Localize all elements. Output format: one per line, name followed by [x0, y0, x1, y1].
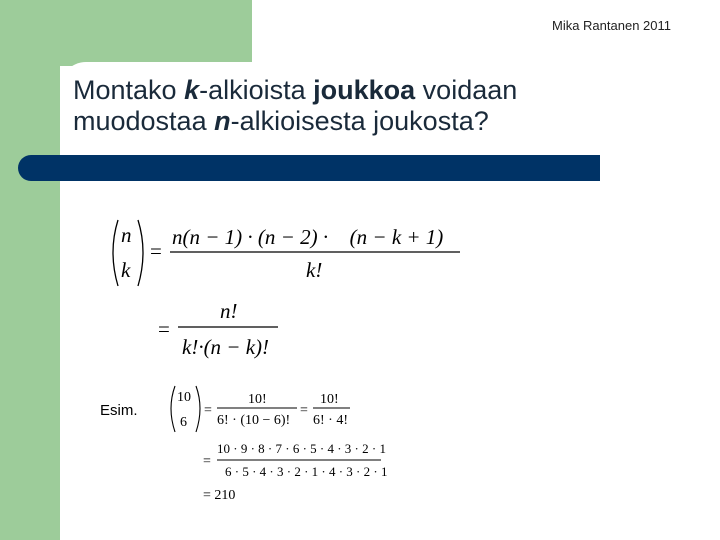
frac1-den: 6! · (10 − 6)!: [217, 413, 291, 428]
frac2-num: 10!: [320, 392, 339, 407]
numerator: n(n − 1) · (n − 2) ·⃞ (n − k + 1): [172, 225, 444, 249]
frac2-den: 6! · 4!: [313, 413, 348, 428]
title-text: Montako: [73, 75, 185, 105]
numerator2: n!: [220, 299, 238, 323]
title-n: n: [214, 106, 231, 136]
equals-sign: =: [150, 239, 162, 263]
equals-sign: =: [300, 403, 308, 418]
denominator: k!: [306, 258, 323, 282]
binomial-example: [171, 386, 200, 432]
binom-bottom: k: [121, 258, 131, 282]
equals-sign: =: [203, 454, 211, 469]
title-text: muodostaa: [73, 106, 215, 136]
result: = 210: [203, 488, 236, 503]
author-credit: Mika Rantanen 2011: [551, 18, 671, 33]
title-text: -alkioisesta joukosta?: [230, 106, 489, 136]
binom-bottom: 6: [180, 415, 187, 430]
denominator2: k!·(n − k)!: [182, 335, 270, 359]
frac1-num: 10!: [248, 392, 267, 407]
equals-sign: =: [158, 317, 170, 341]
example-label: Esim.: [100, 402, 138, 419]
binomial-nk: [113, 220, 143, 286]
frac3-den: 6 · 5 · 4 · 3 · 2 · 1 · 4 · 3 · 2 · 1: [225, 464, 388, 479]
title-k: k: [184, 75, 200, 105]
title-text: voidaan: [415, 75, 518, 105]
title-text: -alkioista: [199, 75, 314, 105]
equals-sign: =: [204, 403, 212, 418]
binom-top: 10: [177, 390, 191, 405]
frac3-num: 10 · 9 · 8 · 7 · 6 · 5 · 4 · 3 · 2 · 1: [217, 441, 386, 456]
binom-top: n: [121, 223, 132, 247]
title-bold-word: joukkoa: [313, 75, 416, 105]
